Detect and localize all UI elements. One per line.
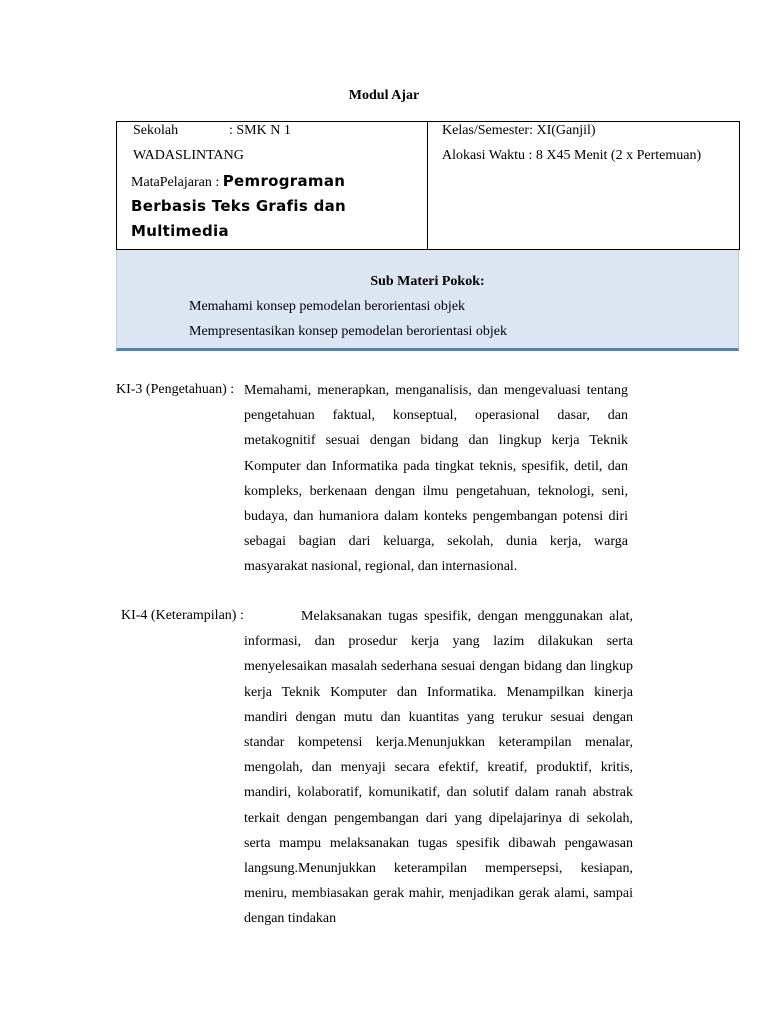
info-table [116,121,740,250]
sub-materi-item: Memahami konsep pemodelan berorientasi objek [189,299,466,314]
ki4-text: Melaksanakan tugas spesifik, dengan menggunakan alat, informasi, dan prosedur kerja yang lazim dilakukan serta menyelesaikan masalah sederhana sesuai dengan bidang dan lingkup kerja Teknik Komputer dan Informatika. Menampilkan kinerja mandiri dengan mutu dan kuantitas yang terukur sesuai dengan standar kompetensi kerja.Menunjukkan keterampilan menalar, mengolah, dan menyaji secara efektif, kreatif, produktif, kritis, mandiri, kolaboratif, komunikatif, dan solutif dalam ranah abstrak terkait dengan pengembangan dari yang dipelajarinya di sekolah, serta mampu melaksanakan tugas spesifik dibawah pengawasan langsung.Menunjukkan keterampilan mempersepsi, kesiapan, meniru, membiasakan gerak mahir, menjadikan gerak alami, sampai dengan tindakan [244,609,633,927]
school-subject-cell [117,122,428,250]
sub-materi-item: Mempresentasikan konsep pemodelan berorientasi objek [189,324,508,339]
ki4-paragraph [244,604,633,932]
ki4-label: KI-4 (Keterampilan) : [121,608,244,623]
school-line [117,122,427,147]
subject-value-end: Multimedia [131,222,229,240]
school-value: : SMK N 1 [229,123,291,138]
document-title: Modul Ajar [348,88,420,103]
subject-line [117,172,427,197]
subject-label: MataPelajaran : [131,175,220,190]
class-time-cell [428,122,740,250]
subject-value: Pemrograman [222,172,346,190]
ki3-text: Memahami, menerapkan, menganalisis, dan mengevaluasi tentang pengetahuan faktual, konseptual, operasional dasar, dan metakognitif sesuai dengan bidang dan lingkup kerja Teknik Komputer dan Informatika pada tingkat teknis, spesifik, detil, dan kompleks, berkenaan dengan ilmu pengetahuan, teknologi, seni, budaya, dan humaniora dalam konteks pengembangan potensi diri sebagai bagian dari keluarga, sekolah, dunia kerja, warga masyarakat nasional, regional, dan internasional. [244,383,628,575]
school-name: WADASLINTANG [133,148,244,163]
school-label: Sekolah [133,123,179,138]
sub-materi-box [116,250,739,351]
ki3-label: KI-3 (Pengetahuan) : [116,382,235,397]
subject-value-cont: Berbasis Teks Grafis dan [131,197,347,215]
sub-materi-title: Sub Materi Pokok: [370,274,485,289]
class-semester: Kelas/Semester: XI(Ganjil) [442,123,596,138]
time-allocation: Alokasi Waktu : 8 X45 Menit (2 x Pertemuan) [442,148,702,163]
